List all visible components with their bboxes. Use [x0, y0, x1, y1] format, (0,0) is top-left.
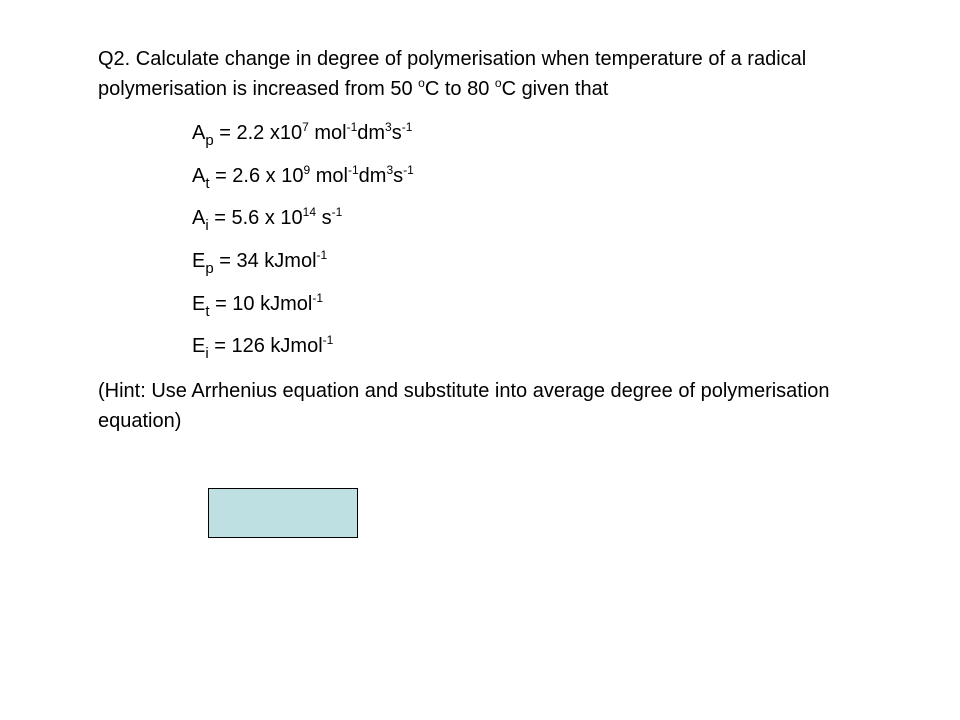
question-text-part-1: Calculate change in degree of polymerisation when temperature of a radical polymerisation is increased from 50 [98, 48, 807, 100]
parameter-list [192, 118, 414, 361]
parameter-ai [192, 203, 414, 233]
param-subscript: i [205, 345, 209, 363]
param-value: = 126 kJmol [208, 335, 323, 358]
param-unit: mol [310, 164, 348, 187]
param-unit-exponent: -1 [331, 205, 343, 220]
param-value: = 10 kJmol [209, 292, 313, 315]
param-unit: s [391, 122, 402, 144]
param-unit-exponent: -1 [401, 120, 413, 134]
degree-symbol-2: o [494, 76, 502, 90]
param-unit: s [393, 164, 404, 187]
param-exponent: 14 [302, 205, 317, 220]
param-symbol: A [192, 122, 206, 144]
param-subscript: p [205, 132, 214, 149]
hint-text: (Hint: Use Arrhenius equation and substitute into average degree of polymerisation equation) [98, 380, 830, 432]
question-text [98, 44, 888, 104]
param-subscript: t [205, 174, 210, 192]
parameter-ap [192, 118, 414, 148]
param-value: = 34 kJmol [213, 250, 317, 273]
degree-symbol-1: o [418, 76, 425, 90]
param-exponent: 9 [303, 162, 311, 177]
param-exponent: -1 [312, 290, 324, 305]
param-value: = 2.2 x10 [213, 122, 303, 144]
param-symbol: E [192, 250, 206, 273]
param-symbol: E [192, 292, 206, 315]
param-exponent: -1 [322, 333, 334, 348]
answer-box[interactable] [208, 488, 358, 538]
param-symbol: A [192, 207, 206, 230]
parameter-ei [192, 331, 414, 361]
param-value: = 2.6 x 10 [209, 164, 304, 187]
param-subscript: p [205, 260, 214, 278]
question-text-part-3: C given that [501, 78, 609, 100]
param-unit-exponent: -1 [346, 120, 358, 134]
param-unit: mol [308, 122, 347, 144]
parameter-at [192, 161, 414, 191]
param-value: = 5.6 x 10 [208, 207, 303, 230]
param-unit: s [316, 207, 332, 230]
question-text-part-2: C to 80 [424, 78, 495, 100]
param-unit: dm [357, 122, 386, 144]
param-unit-exponent: 3 [386, 162, 394, 177]
param-unit-exponent: -1 [347, 162, 359, 177]
param-exponent: -1 [316, 248, 328, 263]
param-subscript: t [205, 302, 210, 320]
param-unit-exponent: 3 [385, 120, 392, 134]
param-symbol: E [192, 335, 206, 358]
parameter-et [192, 289, 414, 319]
param-symbol: A [192, 164, 206, 187]
param-unit-exponent: -1 [403, 162, 414, 177]
param-unit: dm [358, 164, 387, 187]
question-label: Q2. [98, 48, 131, 70]
param-exponent: 7 [302, 120, 309, 134]
parameter-ep [192, 246, 414, 276]
param-subscript: i [205, 217, 209, 235]
